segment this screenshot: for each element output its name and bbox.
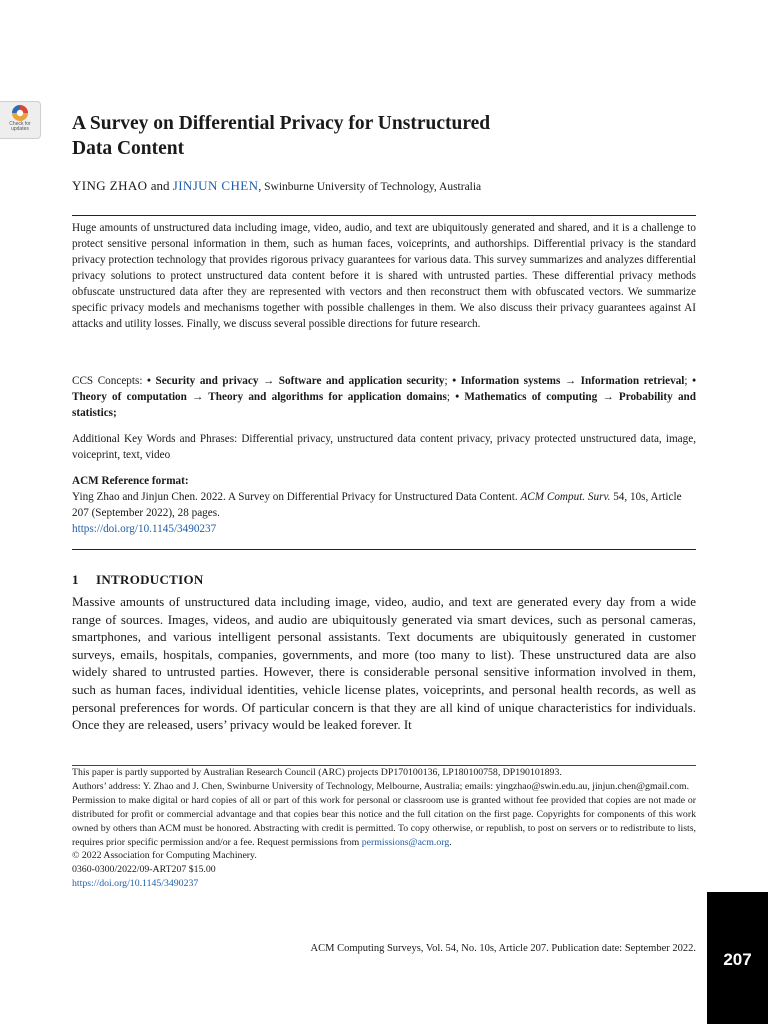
section-number: 1 <box>72 572 79 587</box>
article-number: 207 <box>723 950 752 969</box>
ccs-concept-4: • Mathematics of computing → Probability and statistics; <box>72 391 696 419</box>
reference-heading: ACM Reference format: <box>72 475 189 487</box>
author-zhao: YING ZHAO <box>72 178 148 193</box>
check-for-updates-icon <box>11 104 29 122</box>
footnote-doi-link[interactable]: https://doi.org/10.1145/3490237 <box>72 878 199 890</box>
abstract: Huge amounts of unstructured data including image, video, audio, and text are ubiquitously generated and shared, and it is a challenge to protect sensitive personal information in them, such as human faces, voiceprints, and authorships. Differential privacy is the standard privacy protection technology that provides rigorous privacy guarantees for various data. This survey summarizes and analyzes differential privacy solutions to protect unstructured data content before it is shared with untrusted parties. These differential privacy methods obfuscate unstructured data after they are represented with vectors and then reconstruct them with obfuscated vectors. We summarize specific privacy models and mechanisms together with possible challenges in them. We also discuss their privacy guarantees against AI attacks and utility losses. Finally, we discuss several possible directions for future research. <box>72 222 696 330</box>
permissions-email-link[interactable]: permissions@acm.org <box>361 836 450 848</box>
ccs-separator: ; <box>446 391 456 403</box>
ccs-concepts <box>72 373 696 421</box>
ccs-concept-1: • Security and privacy → Software and application security <box>147 375 445 387</box>
ccs-separator: ; <box>444 375 453 387</box>
paper-title <box>72 111 632 161</box>
title-line-2: Data Content <box>72 138 185 159</box>
journal-running-foot: ACM Computing Surveys, Vol. 54, No. 10s, Article 207. Publication date: September 2022. <box>310 943 696 954</box>
reference-citation: Ying Zhao and Jinjun Chen. 2022. A Survey on Differential Privacy for Unstructured Data Content. <box>72 491 521 503</box>
ccs-separator: ; <box>684 375 693 387</box>
permission-note <box>72 794 696 850</box>
reference-journal: ACM Comput. Surv. <box>520 491 611 503</box>
author-affiliation: , Swinburne University of Technology, Australia <box>258 181 482 193</box>
reference-details: 54, 10s, Article 207 (September 2022), 28 pages. <box>72 491 682 519</box>
author-line <box>72 178 712 195</box>
section-heading <box>72 572 204 588</box>
author-chen-link[interactable]: JINJUN CHEN <box>172 178 259 193</box>
ccs-concept-3: • Theory of computation → Theory and algorithms for application domains <box>72 375 697 403</box>
issn-note: 0360-0300/2022/09-ART207 $15.00 <box>72 864 216 876</box>
abstract-bottom-rule <box>72 549 696 550</box>
introduction-paragraph: Massive amounts of unstructured data including image, video, audio, and text are generated every day from a wide range of sources. Images, videos, and audio are ubiquitously generated via smart devices, such as personal cameras, smartphones, and various intelligent personal assistants. Text documents are ubiquitously generated in customer surveys, emails, hospitals, companies, governments, and more (too many to list). These unstructured data are also widely shared to untrusted parties. However, there is considerable personal sensitive information involved in them, such as human faces, individual identities, vehicle license plates, voiceprints, and personal health records, as well as personal preferences for words. Of particular concern is that they are all kind of unique characteristics for individuals. Once they are released, users’ privacy would be leaked forever. It <box>72 594 696 733</box>
additional-keywords: Additional Key Words and Phrases: Differential privacy, unstructured data content privacy, privacy protected unstructured data, image, voiceprint, text, video <box>72 433 696 461</box>
section-title: INTRODUCTION <box>96 572 204 587</box>
copyright-note: © 2022 Association for Computing Machinery. <box>72 850 257 862</box>
permission-end: . <box>449 836 452 848</box>
article-number-tab <box>707 892 768 1024</box>
permission-text: Permission to make digital or hard copies of all or part of this work for personal or classroom use is granted without fee provided that copies are not made or distributed for profit or commercial advantage and that copies bear this notice and the full citation on the first page. Copyrights for components of this work owned by others than ACM must be honored. Abstracting with credit is permitted. To copy otherwise, or republish, to post on servers or to redistribute to lists, requires prior specific permission and/or a fee. Request permissions from <box>72 794 696 848</box>
reference-doi-link[interactable]: https://doi.org/10.1145/3490237 <box>72 523 217 535</box>
footnote-block <box>72 766 696 891</box>
badge-line-2: updates <box>11 126 29 132</box>
ccs-concept-2: • Information systems → Information retrieval <box>452 375 685 387</box>
address-note: Authors’ address: Y. Zhao and J. Chen, Swinburne University of Technology, Melbourne, Australia; emails: yingzhao@swin.edu.au, jinjun.chen@gmail.com. <box>72 780 690 792</box>
title-line-1: A Survey on Differential Privacy for Unstructured <box>72 113 491 134</box>
author-conjunction: and <box>147 178 173 193</box>
abstract-top-rule <box>72 215 696 216</box>
ccs-label: CCS Concepts: <box>72 375 148 387</box>
acm-reference <box>72 473 696 537</box>
badge-line-1: Check for <box>9 121 31 127</box>
funding-note: This paper is partly supported by Australian Research Council (ARC) projects DP170100136, LP180100758, DP190101893. <box>72 767 562 778</box>
check-for-updates-badge[interactable] <box>0 101 41 139</box>
